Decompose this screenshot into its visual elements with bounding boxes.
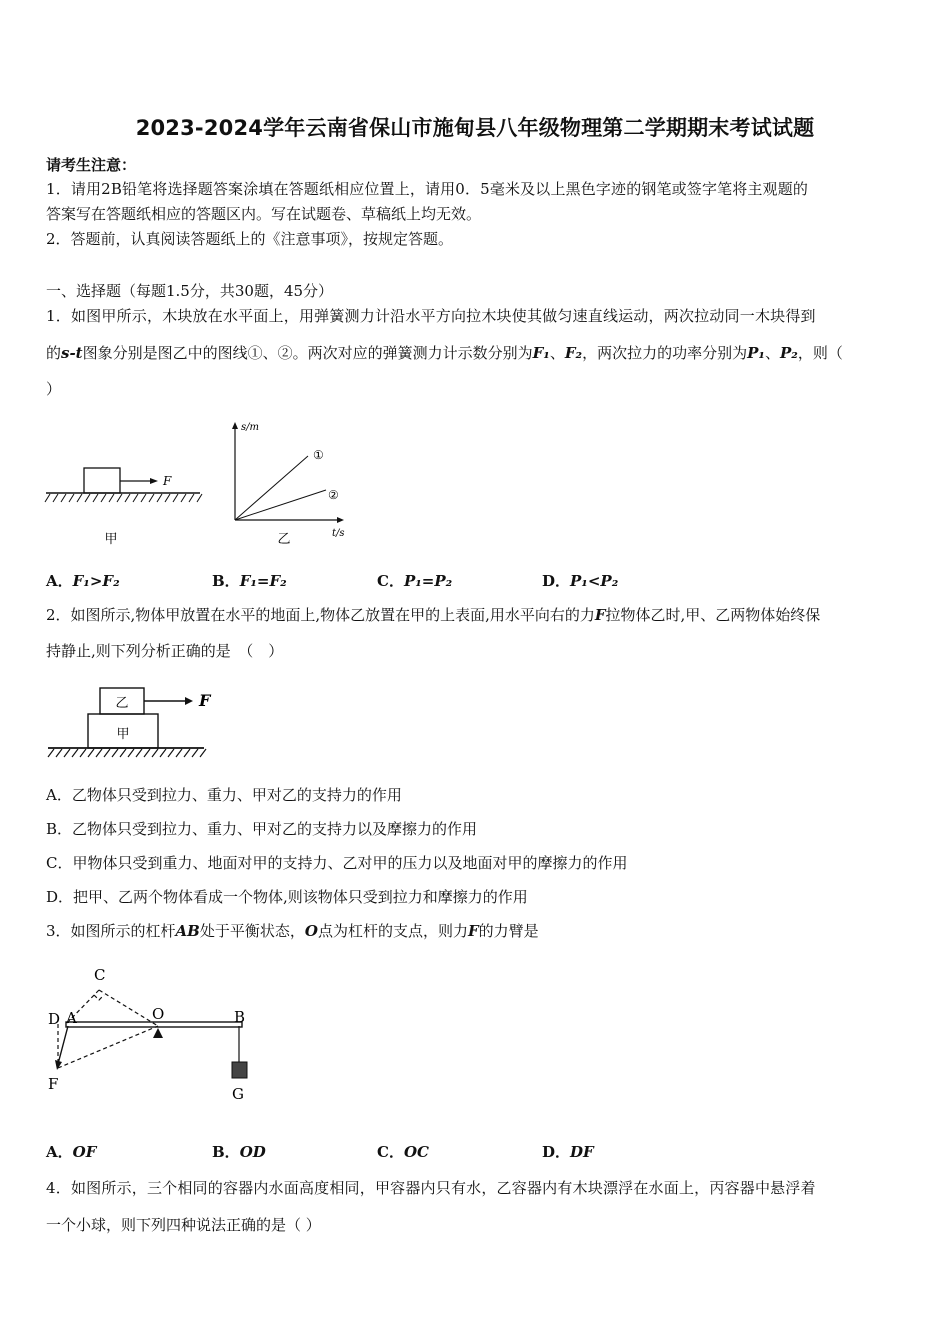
ab-symbol: AB: [175, 922, 200, 940]
option-label: C．: [377, 572, 404, 590]
page-title: 2023-2024学年云南省保山市施甸县八年级物理第二学期期末考试试题: [135, 116, 815, 140]
option-label: A．: [46, 1143, 73, 1161]
label-c: C: [94, 966, 106, 984]
option-label: B．: [212, 1143, 240, 1161]
q2-text: 2．如图所示,物体甲放置在水平的地面上,物体乙放置在甲的上表面,用水平向右的力: [46, 606, 595, 624]
wood-block: [84, 468, 120, 493]
x-axis-label: t/s: [332, 528, 345, 539]
notice-item-1-line-1: 1．请用2B铅笔将选择题答案涂填在答题纸相应位置上，请用0．5毫米及以上黑色字迹的钢笔或签字笔将主观题的: [46, 180, 809, 198]
force-symbol: F: [594, 606, 606, 624]
option-label: B．: [212, 572, 240, 590]
q1-figure-b: [222, 416, 362, 550]
q1-figure-a: [44, 460, 204, 550]
option-label: C．: [377, 1143, 404, 1161]
force-arrow: [58, 1026, 68, 1064]
q3-line-1: [46, 920, 539, 941]
graph-line-2: [235, 490, 326, 520]
q1-option-c[interactable]: [377, 570, 452, 591]
q1-text: 的: [46, 344, 62, 362]
q3-text: 3．如图所示的杠杆: [46, 922, 176, 940]
q2-option-b[interactable]: B．乙物体只受到拉力、重力、甲对乙的支持力以及摩擦力的作用: [46, 820, 478, 838]
graph-line-1: [235, 456, 308, 520]
f1-symbol: F₁: [532, 344, 550, 362]
q1-text: ，则（: [797, 344, 843, 362]
label-d: D: [48, 1010, 61, 1028]
option-text: P₁=P₂: [403, 572, 453, 590]
option-text: OD: [239, 1143, 266, 1161]
q1-text: ，两次拉力的功率分别为: [582, 344, 748, 362]
option-label: A．: [46, 572, 73, 590]
dashed-lines: [58, 990, 158, 1068]
q1-option-a[interactable]: [46, 570, 120, 591]
q1-option-b[interactable]: [212, 570, 287, 591]
force-arrowhead: [55, 1060, 62, 1070]
q2-option-d[interactable]: D．把甲、乙两个物体看成一个物体,则该物体只受到拉力和摩擦力的作用: [46, 888, 528, 906]
label-b: B: [234, 1008, 246, 1026]
q1-text: 、: [765, 344, 781, 362]
q3-option-c[interactable]: [377, 1141, 429, 1162]
q3-option-a[interactable]: [46, 1141, 96, 1162]
notice-heading: 请考生注意：: [46, 156, 137, 174]
p2-symbol: P₂: [780, 344, 798, 362]
option-text: OF: [72, 1143, 97, 1161]
option-label: D．: [542, 572, 571, 590]
q4-line-1: 4．如图所示，三个相同的容器内水面高度相同，甲容器内只有水，乙容器内有木块漂浮在水面上，丙容器中悬浮着: [46, 1179, 816, 1197]
q1-line-2: [46, 342, 843, 363]
y-axis-label: s/m: [241, 422, 259, 433]
q3-text: 的力臂是: [478, 922, 539, 940]
notice-item-1-line-2: 答案写在答题纸相应的答题区内。写在试题卷、草稿纸上均无效。: [46, 205, 482, 223]
label-o: O: [152, 1005, 165, 1023]
q1-line-3: ）: [46, 380, 62, 398]
q2-figure: [46, 682, 226, 766]
o-symbol: O: [304, 922, 318, 940]
q2-line-1: [46, 604, 820, 625]
force-arrowhead: [150, 478, 158, 484]
section-heading: 一、选择题（每题1.5分，共30题，45分）: [46, 282, 334, 300]
box-jia-label: 甲: [116, 727, 130, 742]
option-text: F₁>F₂: [72, 572, 120, 590]
q3-option-b[interactable]: [212, 1141, 266, 1162]
q1-line-1: 1．如图甲所示，木块放在水平面上，用弹簧测力计沿水平方向拉木块使其做匀速直线运动，两次拉动同一木块得到: [46, 307, 816, 325]
q2-line-2: 持静止,则下列分析正确的是 （ ）: [46, 642, 284, 660]
label-a: A: [66, 1009, 77, 1027]
graph-line-1-label: ①: [313, 448, 324, 462]
option-text: P₁<P₂: [570, 572, 619, 590]
option-text: F₁=F₂: [239, 572, 287, 590]
force-arrowhead: [185, 697, 193, 705]
x-axis-arrowhead: [337, 517, 344, 523]
y-axis-arrowhead: [232, 422, 238, 429]
q1-text: 、: [549, 344, 565, 362]
force-label: F: [163, 474, 172, 488]
f-symbol: F: [467, 922, 479, 940]
label-f: F: [48, 1075, 59, 1093]
q2-option-c[interactable]: C．甲物体只受到重力、地面对甲的支持力、乙对甲的压力以及地面对甲的摩擦力的作用: [46, 854, 628, 872]
fulcrum: [153, 1028, 163, 1038]
ground-hatching: [45, 494, 202, 502]
st-symbol: s-t: [61, 344, 83, 362]
ground-hatching: [48, 749, 206, 757]
q3-text: 点为杠杆的支点，则力: [317, 922, 468, 940]
option-label: D．: [542, 1143, 571, 1161]
q2-option-a[interactable]: A．乙物体只受到拉力、重力、甲对乙的支持力的作用: [46, 786, 402, 804]
force-label: F: [199, 691, 211, 710]
weight-block: [232, 1062, 247, 1078]
graph-line-2-label: ②: [328, 488, 339, 502]
q1-option-d[interactable]: [542, 570, 618, 591]
figure-b-caption: 乙: [277, 532, 291, 547]
q3-text: 处于平衡状态，: [199, 922, 305, 940]
box-yi-label: 乙: [115, 696, 129, 711]
q3-figure: [44, 960, 264, 1110]
option-text: DF: [570, 1143, 594, 1161]
q4-line-2: 一个小球，则下列四种说法正确的是（ ）: [46, 1216, 321, 1234]
figure-a-caption: 甲: [104, 532, 118, 547]
label-g: G: [232, 1085, 244, 1103]
option-text: OC: [403, 1143, 429, 1161]
p1-symbol: P₁: [747, 344, 765, 362]
q2-text: 拉物体乙时,甲、乙两物体始终保: [605, 606, 821, 624]
notice-item-2: 2．答题前，认真阅读答题纸上的《注意事项》，按规定答题。: [46, 230, 454, 248]
f2-symbol: F₂: [564, 344, 583, 362]
q3-option-d[interactable]: [542, 1141, 594, 1162]
q1-text: 图象分别是图乙中的图线①、②。两次对应的弹簧测力计示数分别为: [82, 344, 533, 362]
